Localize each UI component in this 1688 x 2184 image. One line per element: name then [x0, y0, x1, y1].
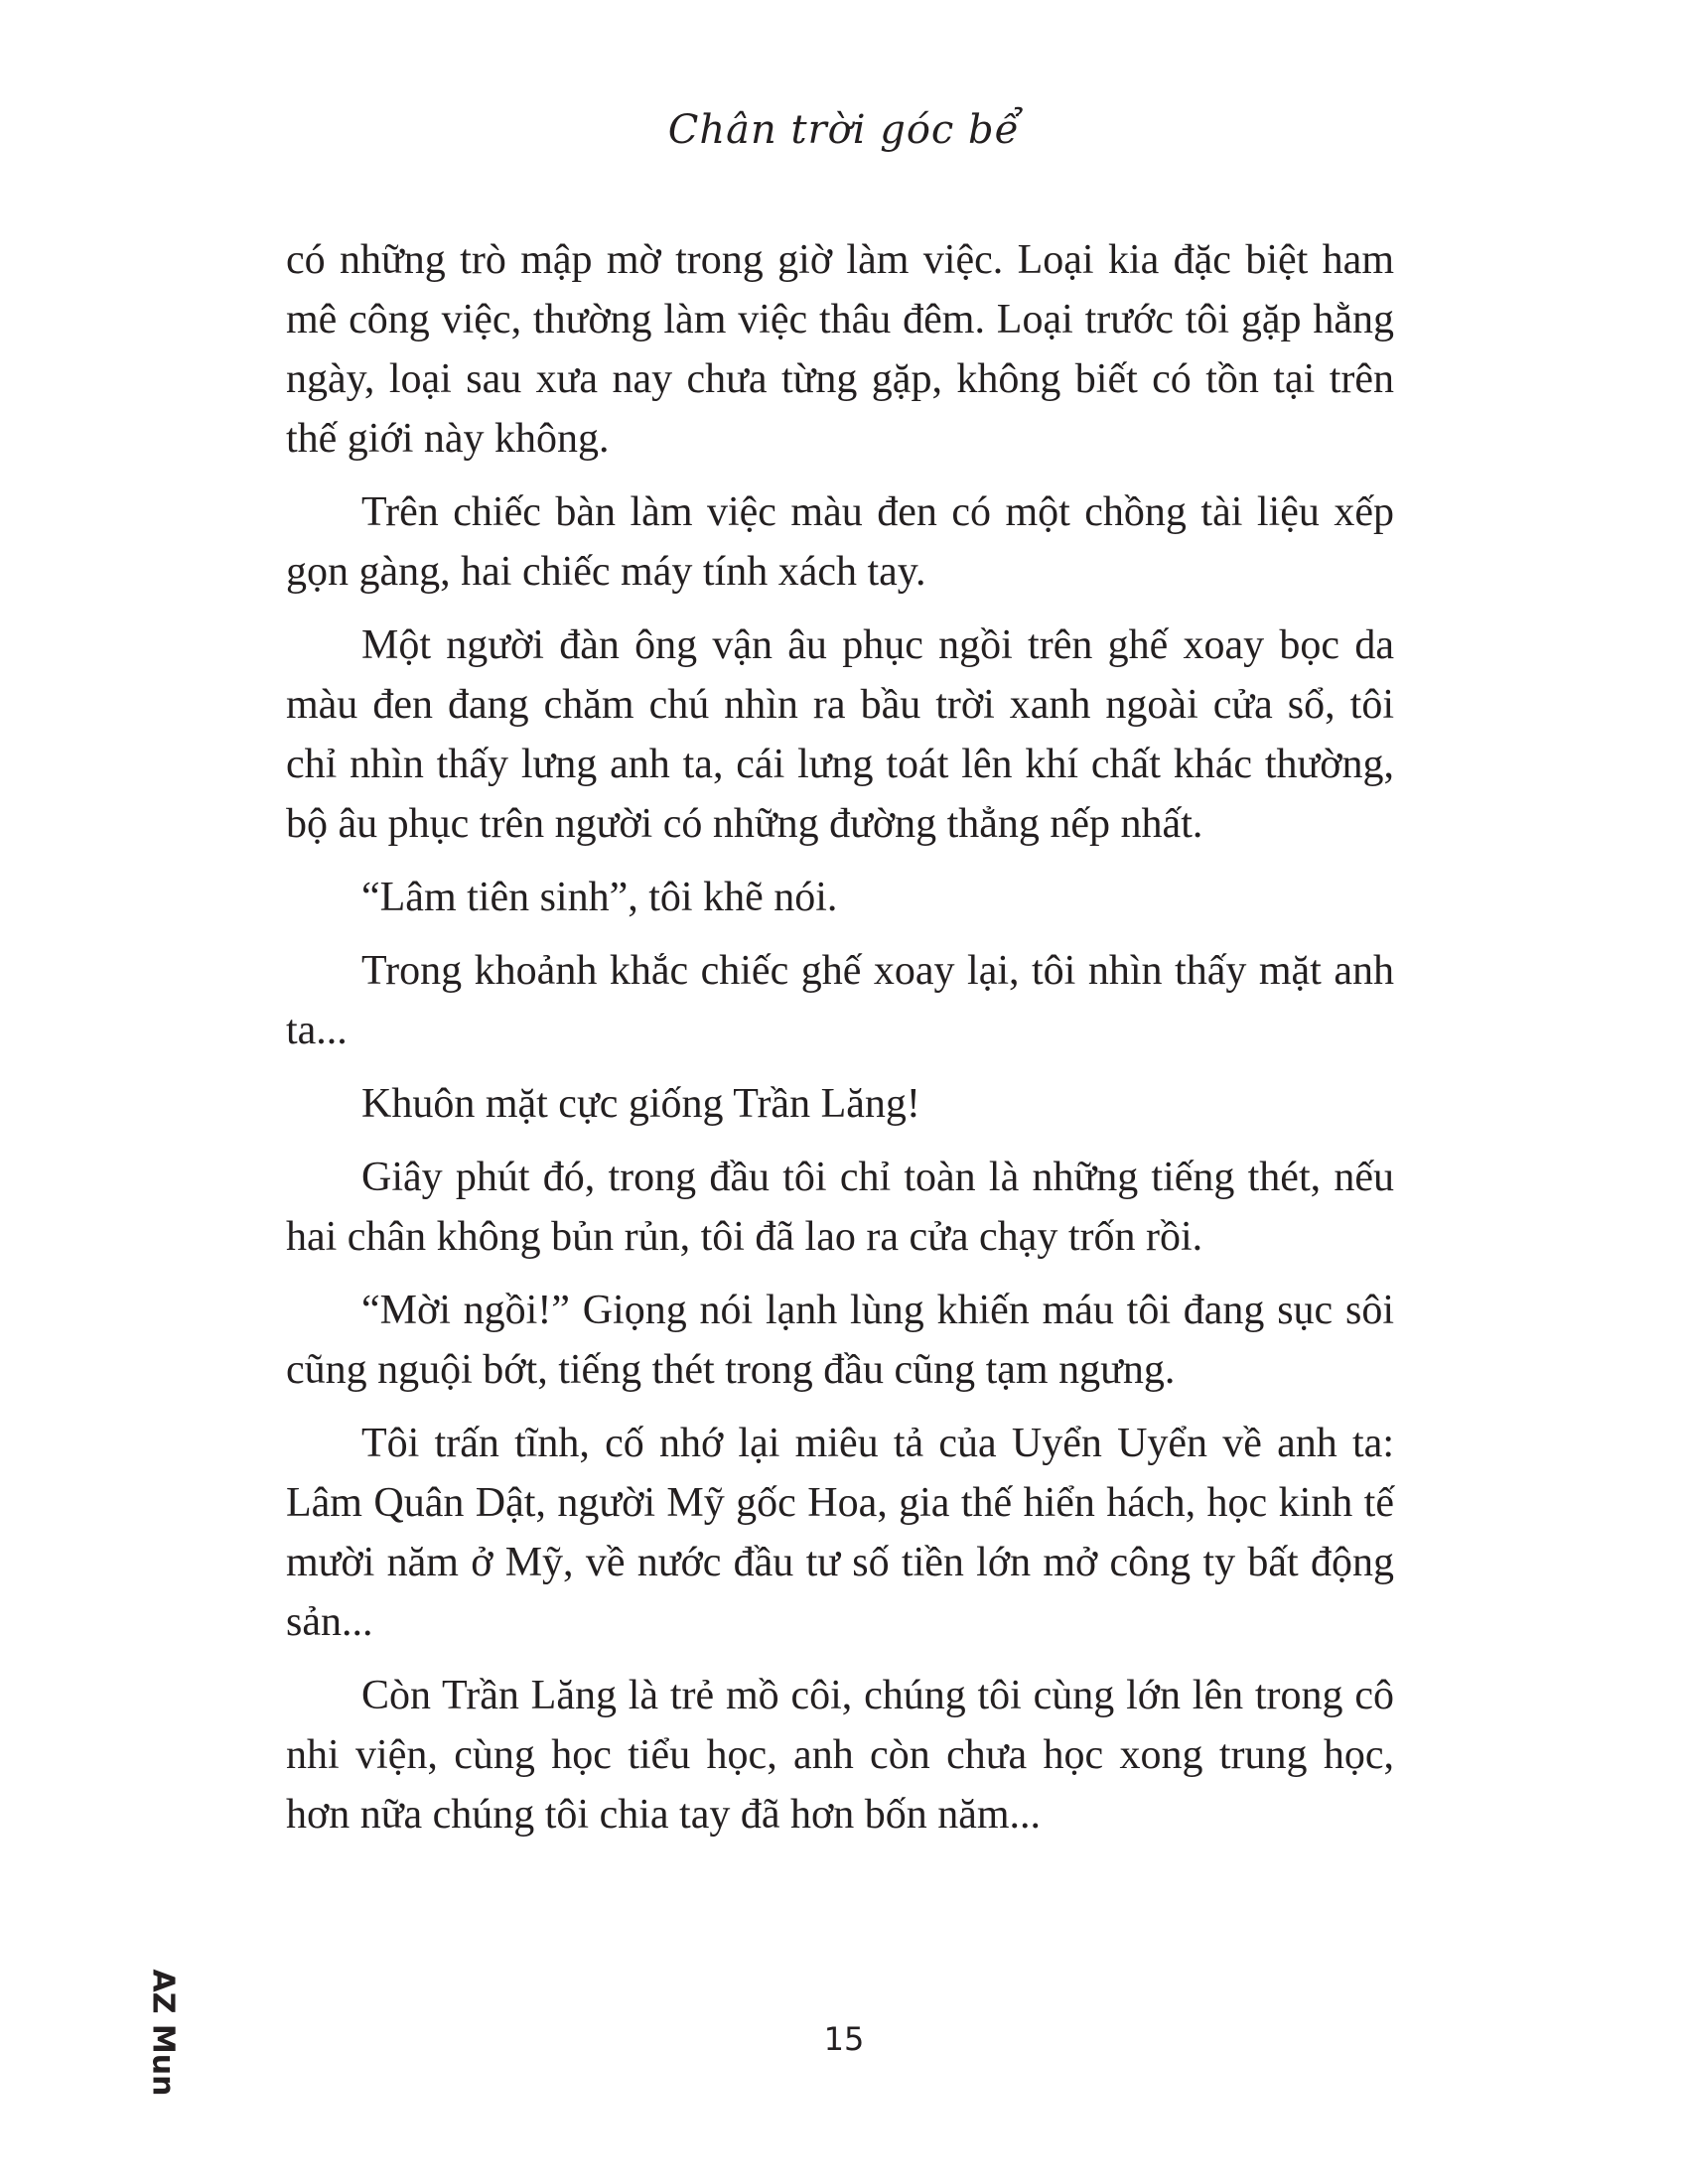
body-text — [286, 230, 1394, 1858]
paragraph: Tôi trấn tĩnh, cố nhớ lại miêu tả của Uyển Uyển về anh ta: Lâm Quân Dật, người Mỹ gốc Hoa, gia thế hiển hách, học kinh tế mười năm ở Mỹ, về nước đầu tư số tiền lớn mở công ty bất động sản... — [286, 1421, 1394, 1645]
paragraph: Trên chiếc bàn làm việc màu đen có một chồng tài liệu xếp gọn gàng, hai chiếc máy tính xách tay. — [286, 489, 1394, 595]
paragraph: “Lâm tiên sinh”, tôi khẽ nói. — [361, 875, 838, 920]
page-number: 15 — [823, 2020, 865, 2058]
publisher-logo: AZ Mun — [145, 1969, 181, 2097]
paragraph: Giây phút đó, trong đầu tôi chỉ toàn là những tiếng thét, nếu hai chân không bủn rủn, tôi đã lao ra cửa chạy trốn rồi. — [286, 1155, 1394, 1260]
paragraph: Trong khoảnh khắc chiếc ghế xoay lại, tôi nhìn thấy mặt anh ta... — [286, 948, 1394, 1053]
paragraph: có những trò mập mờ trong giờ làm việc. Loại kia đặc biệt ham mê công việc, thường làm việc thâu đêm. Loại trước tôi gặp hằng ngày, loại sau xưa nay chưa từng gặp, không biết có tồn tại trên thế giới này không. — [286, 237, 1394, 462]
running-head: Chân trời góc bể — [667, 107, 1021, 153]
paragraph: Còn Trần Lăng là trẻ mồ côi, chúng tôi cùng lớn lên trong cô nhi viện, cùng học tiểu học, anh còn chưa học xong trung học, hơn nữa chúng tôi chia tay đã hơn bốn năm... — [286, 1673, 1394, 1838]
paragraph: “Mời ngồi!” Giọng nói lạnh lùng khiến máu tôi đang sục sôi cũng nguội bớt, tiếng thét trong đầu cũng tạm ngưng. — [286, 1288, 1394, 1393]
paragraph: Khuôn mặt cực giống Trần Lăng! — [361, 1081, 920, 1127]
paragraph: Một người đàn ông vận âu phục ngồi trên ghế xoay bọc da màu đen đang chăm chú nhìn ra bầu trời xanh ngoài cửa sổ, tôi chỉ nhìn thấy lưng anh ta, cái lưng toát lên khí chất khác thường, bộ âu phục trên người có những đường thẳng nếp nhất. — [286, 622, 1394, 847]
